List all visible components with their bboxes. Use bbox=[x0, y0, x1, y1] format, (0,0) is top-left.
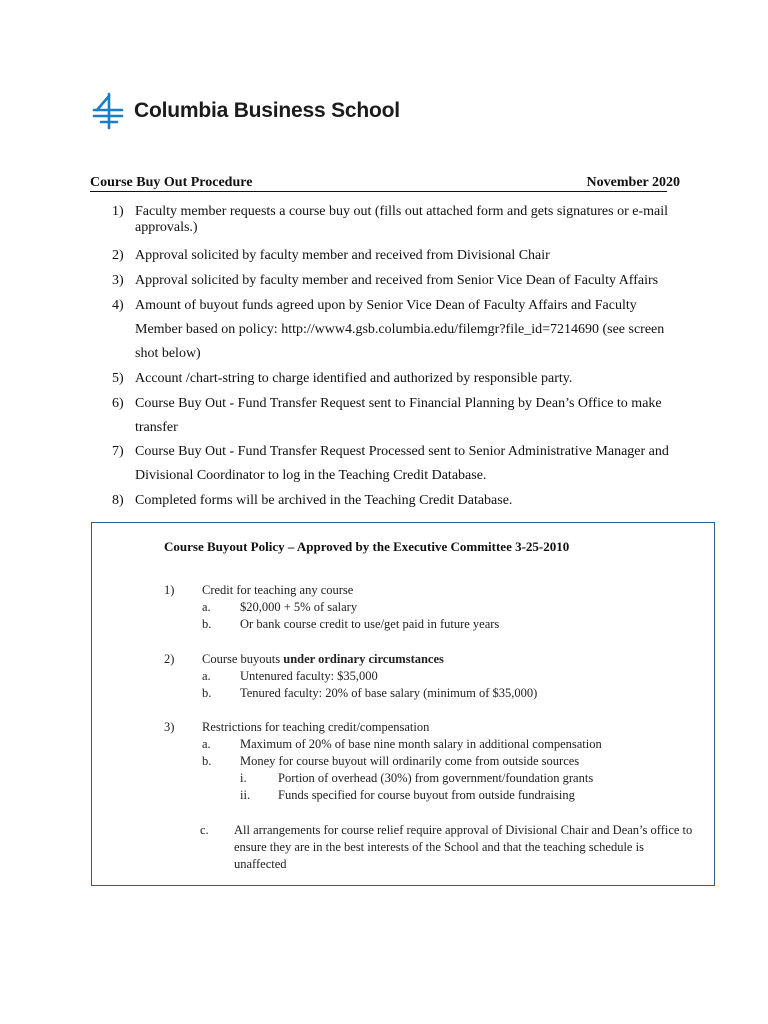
policy-sub-label: a. bbox=[202, 737, 211, 751]
policy-sub-label: b. bbox=[202, 686, 212, 700]
step-text: Amount of buyout funds agreed upon by Senior Vice Dean of Faculty Affairs and Faculty Member based on policy: http://www4.gsb.columbia.edu/filemgr?file_id=7214690 (see screen shot below) bbox=[135, 298, 665, 361]
policy-subsub-label: ii. bbox=[240, 788, 251, 802]
policy-subsub-text: Portion of overhead (30%) from government/foundation grants bbox=[278, 771, 594, 785]
step-text: Approval solicited by faculty member and received from Senior Vice Dean of Faculty Affairs bbox=[135, 273, 659, 288]
document-title: Course Buy Out Procedure bbox=[90, 175, 253, 190]
policy-screenshot bbox=[91, 522, 715, 886]
policy-sub-text: Maximum of 20% of base nine month salary in additional compensation bbox=[240, 737, 602, 751]
policy-sub-label: a. bbox=[202, 669, 211, 683]
policy-item-text: Credit for teaching any course bbox=[202, 583, 354, 597]
policy-sub-text: Or bank course credit to use/get paid in future years bbox=[240, 617, 500, 631]
logo-text: Columbia Business School bbox=[134, 99, 400, 122]
policy-sub-label: b. bbox=[202, 617, 212, 631]
step-number: 2) bbox=[112, 248, 124, 263]
policy-sub-text: Tenured faculty: 20% of base salary (minimum of $35,000) bbox=[240, 686, 538, 700]
policy-item-text: Course buyouts under ordinary circumstances bbox=[202, 652, 444, 666]
step-number: 3) bbox=[112, 273, 124, 288]
policy-subsub-label: i. bbox=[240, 771, 247, 785]
policy-sub-label: b. bbox=[202, 754, 212, 768]
document-date: November 2020 bbox=[586, 175, 680, 190]
header-divider bbox=[90, 191, 667, 192]
policy-sub-text: unaffected bbox=[234, 857, 287, 871]
policy-sub-text: All arrangements for course relief require approval of Divisional Chair and Dean’s office to bbox=[234, 823, 693, 837]
policy-sub-text: Money for course buyout will ordinarily come from outside sources bbox=[240, 754, 580, 768]
policy-sub-label: a. bbox=[202, 600, 211, 614]
step-number: 7) bbox=[112, 444, 124, 459]
policy-sub-text: Untenured faculty: $35,000 bbox=[240, 669, 378, 683]
step-number: 6) bbox=[112, 396, 124, 411]
step-text: Completed forms will be archived in the Teaching Credit Database. bbox=[135, 493, 513, 508]
step-number: 5) bbox=[112, 371, 124, 386]
policy-item-number: 2) bbox=[164, 652, 175, 666]
step-number: 8) bbox=[112, 493, 124, 508]
policy-item-number: 3) bbox=[164, 720, 175, 734]
columbia-crown-icon bbox=[91, 92, 125, 130]
policy-link[interactable]: http://www4.gsb.columbia.edu/filemgr?file_id=7214690 bbox=[281, 322, 599, 337]
step-text: Course Buy Out - Fund Transfer Request sent to Financial Planning by Dean’s Office to make transfer bbox=[135, 396, 662, 435]
policy-sub-label: c. bbox=[200, 823, 209, 837]
columbia-business-school-logo bbox=[91, 92, 400, 130]
policy-sub-text: $20,000 + 5% of salary bbox=[240, 600, 358, 614]
policy-title: Course Buyout Policy – Approved by the Executive Committee 3-25-2010 bbox=[164, 539, 570, 554]
step-text-main: Amount of buyout funds agreed upon by Senior Vice Dean of Faculty Affairs and Faculty Member based on policy: bbox=[135, 298, 637, 337]
policy-item-number: 1) bbox=[164, 583, 175, 597]
step-number: 4) bbox=[112, 298, 124, 313]
step-number: 1) bbox=[112, 204, 124, 219]
step-text: Faculty member requests a course buy out (fills out attached form and gets signatures or e-mail approvals.) bbox=[135, 204, 669, 235]
step-text: Account /chart-string to charge identified and authorized by responsible party. bbox=[135, 371, 573, 386]
policy-item-text: Restrictions for teaching credit/compensation bbox=[202, 720, 430, 734]
step-text: Course Buy Out - Fund Transfer Request Processed sent to Senior Administrative Manager and Divisional Coordinator to log in the Teaching Credit Database. bbox=[135, 444, 669, 483]
step-text: Approval solicited by faculty member and received from Divisional Chair bbox=[135, 248, 550, 263]
policy-subsub-text: Funds specified for course buyout from outside fundraising bbox=[278, 788, 575, 802]
policy-sub-text: ensure they are in the best interests of the School and that the teaching schedule is bbox=[234, 840, 644, 854]
